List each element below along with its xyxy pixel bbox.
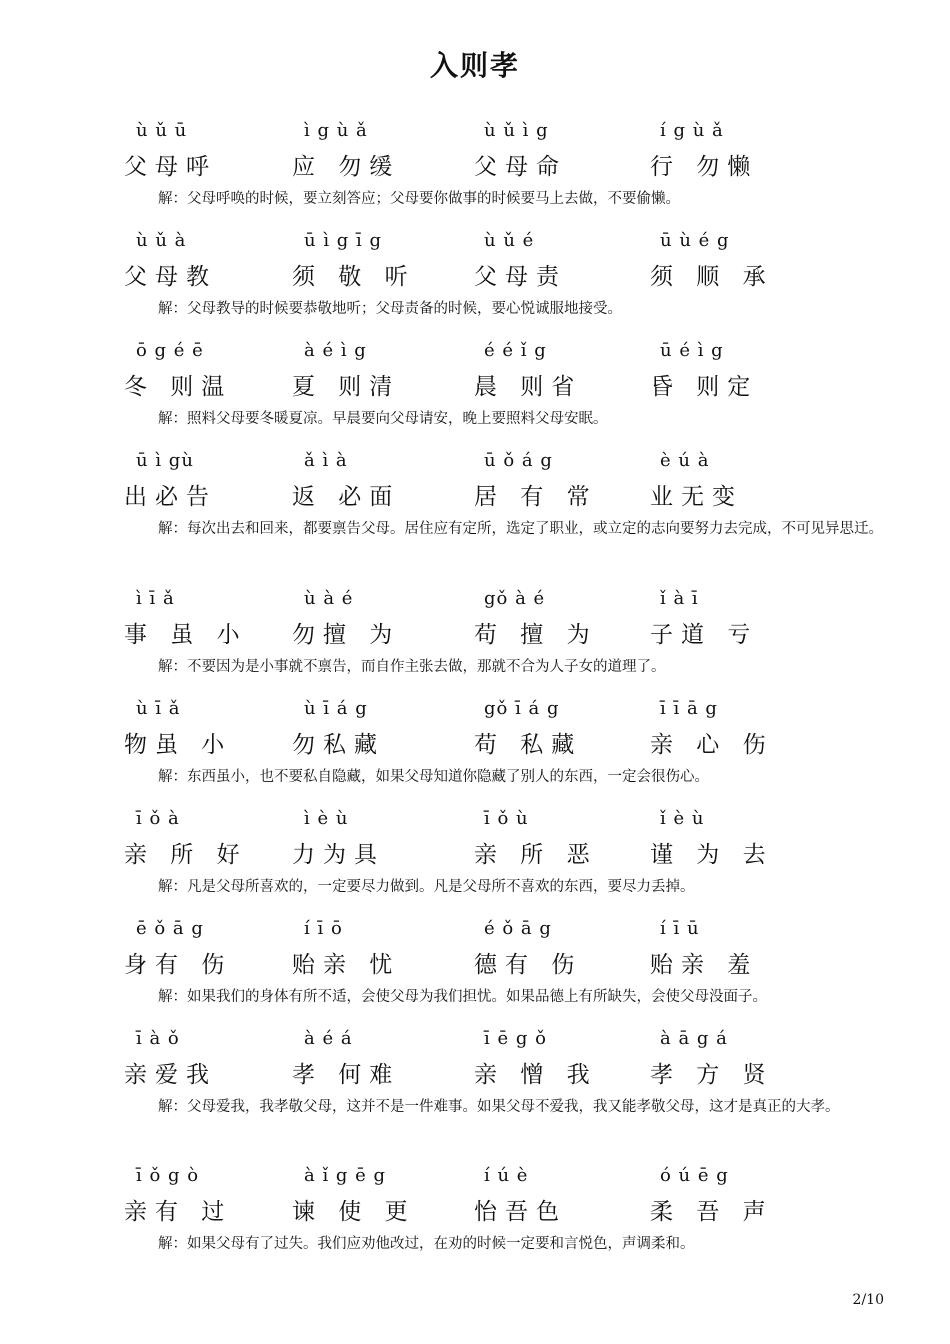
pinyin-phrase: ǎ ì à (304, 450, 348, 471)
pinyin-phrase: í ī ū (660, 918, 700, 939)
pinyin-phrase: à ā g á (660, 1028, 728, 1049)
hanzi-phrase: 怡吾色 (474, 1199, 567, 1225)
hanzi-phrase: 身有 伤 (124, 952, 233, 978)
verse-explanation: 解：父母爱我，我孝敬父母，这并不是一件难事。如果父母不爱我，我又能孝敬父母，这才是真正的大孝。 (158, 1099, 840, 1115)
hanzi-phrase: 应 勿缓 (292, 154, 401, 180)
pinyin-phrase: ī ǒ ù (484, 808, 529, 829)
hanzi-phrase: 冬 则温 (124, 374, 233, 400)
hanzi-phrase: 苟 私藏 (474, 732, 583, 758)
hanzi-line (0, 1056, 950, 1086)
pinyin-phrase: ū ù é g (660, 230, 730, 251)
pinyin-phrase: ù à é (304, 588, 354, 609)
pinyin-phrase: ù ī á g (304, 698, 368, 719)
pinyin-phrase: gǒ à é (484, 588, 546, 609)
pinyin-phrase: é é ǐ g (484, 340, 547, 361)
pinyin-phrase: ù ǔ à (136, 230, 187, 251)
hanzi-phrase: 孝 方 贤 (650, 1062, 774, 1088)
hanzi-phrase: 出必告 (124, 484, 217, 510)
pinyin-phrase: ǐ à ī (660, 588, 699, 609)
pinyin-phrase: ù ǔ ì g (484, 120, 549, 141)
hanzi-phrase: 孝 何难 (292, 1062, 401, 1088)
hanzi-phrase: 德有 伤 (474, 952, 583, 978)
pinyin-phrase: ū ì gù (136, 450, 194, 471)
verse-explanation: 解：父母教导的时候要恭敬地听；父母责备的时候，要心悦诚服地接受。 (158, 301, 622, 317)
hanzi-line (0, 368, 950, 398)
verse-explanation: 解：父母呼唤的时候，要立刻答应；父母要你做事的时候要马上去做，不要偷懒。 (158, 191, 680, 207)
hanzi-phrase: 须 顺 承 (650, 264, 774, 290)
hanzi-phrase: 柔 吾 声 (650, 1199, 774, 1225)
verse-explanation: 解：照料父母要冬暖夏凉。早晨要向父母请安，晚上要照料父母安眠。 (158, 411, 608, 427)
pinyin-line (0, 588, 950, 618)
pinyin-phrase: ù ī ǎ (136, 698, 181, 719)
pinyin-line (0, 698, 950, 728)
hanzi-line (0, 836, 950, 866)
hanzi-phrase: 贻亲 羞 (650, 952, 759, 978)
pinyin-phrase: é ǒ ā g (484, 918, 552, 939)
pinyin-phrase: ī ī ā g (660, 698, 718, 719)
hanzi-phrase: 父母呼 (124, 154, 217, 180)
pinyin-line (0, 1165, 950, 1195)
hanzi-line (0, 616, 950, 646)
hanzi-phrase: 父母教 (124, 264, 217, 290)
hanzi-line (0, 148, 950, 178)
pinyin-phrase: gǒ ī á g (484, 698, 560, 719)
page-title: 入则孝 (429, 49, 520, 82)
verse-explanation: 解：东西虽小，也不要私自隐藏，如果父母知道你隐藏了别人的东西，一定会很伤心。 (158, 769, 709, 785)
verse-block (0, 1165, 950, 1295)
pinyin-phrase: ī ǒ à (136, 808, 180, 829)
hanzi-phrase: 子道 亏 (650, 622, 759, 648)
hanzi-phrase: 居 有 常 (474, 484, 598, 510)
hanzi-line (0, 726, 950, 756)
pinyin-line (0, 918, 950, 948)
pinyin-phrase: ū é ì g (660, 340, 724, 361)
hanzi-phrase: 返 必面 (292, 484, 401, 510)
pinyin-phrase: à é á (304, 1028, 353, 1049)
hanzi-phrase: 夏 则清 (292, 374, 401, 400)
verse-block (0, 1028, 950, 1158)
hanzi-line (0, 258, 950, 288)
verse-explanation: 解：如果我们的身体有所不适，会使父母为我们担忧。如果品德上有所缺失，会使父母没面子。 (158, 989, 767, 1005)
hanzi-phrase: 行 勿懒 (650, 154, 759, 180)
hanzi-phrase: 亲 心 伤 (650, 732, 774, 758)
hanzi-phrase: 亲有 过 (124, 1199, 233, 1225)
pinyin-phrase: ī ē g ǒ (484, 1028, 547, 1049)
pinyin-phrase: à é ì g (304, 340, 367, 361)
hanzi-phrase: 父母命 (474, 154, 567, 180)
pinyin-phrase: ù ǔ é (484, 230, 535, 251)
hanzi-phrase: 父母责 (474, 264, 567, 290)
pinyin-phrase: ì g ù ǎ (304, 120, 368, 141)
pinyin-line (0, 808, 950, 838)
verse-explanation: 解：如果父母有了过失。我们应劝他改过，在劝的时候一定要和言悦色，声调柔和。 (158, 1236, 695, 1252)
verse-explanation: 解：凡是父母所喜欢的，一定要尽力做到。凡是父母所不喜欢的东西，要尽力丢掉。 (158, 879, 695, 895)
hanzi-line (0, 946, 950, 976)
pinyin-phrase: ī ǒ g ò (136, 1165, 200, 1186)
pinyin-line (0, 340, 950, 370)
hanzi-phrase: 力为具 (292, 842, 385, 868)
pinyin-phrase: ì ī ǎ (136, 588, 175, 609)
pinyin-phrase: ō g é ē (136, 340, 204, 361)
hanzi-phrase: 亲爱我 (124, 1062, 217, 1088)
pinyin-phrase: ì è ù (304, 808, 349, 829)
pinyin-phrase: í g ù ǎ (660, 120, 724, 141)
pinyin-line (0, 230, 950, 260)
pinyin-line (0, 1028, 950, 1058)
verse-block (0, 450, 950, 580)
pinyin-phrase: è ú à (660, 450, 710, 471)
pinyin-phrase: ē ǒ ā g (136, 918, 204, 939)
pinyin-line (0, 120, 950, 150)
hanzi-phrase: 亲 所 好 (124, 842, 248, 868)
pinyin-phrase: ū ǒ á g (484, 450, 553, 471)
hanzi-phrase: 业无变 (650, 484, 743, 510)
hanzi-line (0, 1193, 950, 1223)
hanzi-phrase: 物虽 小 (124, 732, 233, 758)
pinyin-phrase: ǐ è ù (660, 808, 705, 829)
pinyin-phrase: ū ì g ī g (304, 230, 383, 251)
hanzi-phrase: 勿擅 为 (292, 622, 401, 648)
pinyin-phrase: ù ǔ ū (136, 120, 188, 141)
hanzi-line (0, 478, 950, 508)
pinyin-phrase: à ǐ g ē g (304, 1165, 387, 1186)
hanzi-phrase: 亲 所 恶 (474, 842, 598, 868)
hanzi-phrase: 亲 憎 我 (474, 1062, 598, 1088)
verse-explanation: 解：不要因为是小事就不禀告，而自作主张去做，那就不合为人子女的道理了。 (158, 659, 666, 675)
pinyin-phrase: ī à ǒ (136, 1028, 180, 1049)
hanzi-phrase: 苟 擅 为 (474, 622, 598, 648)
hanzi-phrase: 谏 使 更 (292, 1199, 416, 1225)
hanzi-phrase: 事 虽 小 (124, 622, 248, 648)
pinyin-phrase: í ú è (484, 1165, 529, 1186)
pinyin-line (0, 450, 950, 480)
verse-explanation: 解：每次出去和回来，都要禀告父母。居住应有定所，选定了职业，或立定的志向要努力去完成，不可见异思迁。 (158, 521, 883, 537)
pinyin-phrase: ó ú ē g (660, 1165, 729, 1186)
hanzi-phrase: 须 敬 听 (292, 264, 416, 290)
hanzi-phrase: 晨 则省 (474, 374, 583, 400)
hanzi-phrase: 谨 为 去 (650, 842, 774, 868)
hanzi-phrase: 昏 则定 (650, 374, 759, 400)
page-number: 2/10 (852, 1292, 884, 1308)
pinyin-phrase: í ī ō (304, 918, 343, 939)
hanzi-phrase: 勿私藏 (292, 732, 385, 758)
hanzi-phrase: 贻亲 忧 (292, 952, 401, 978)
